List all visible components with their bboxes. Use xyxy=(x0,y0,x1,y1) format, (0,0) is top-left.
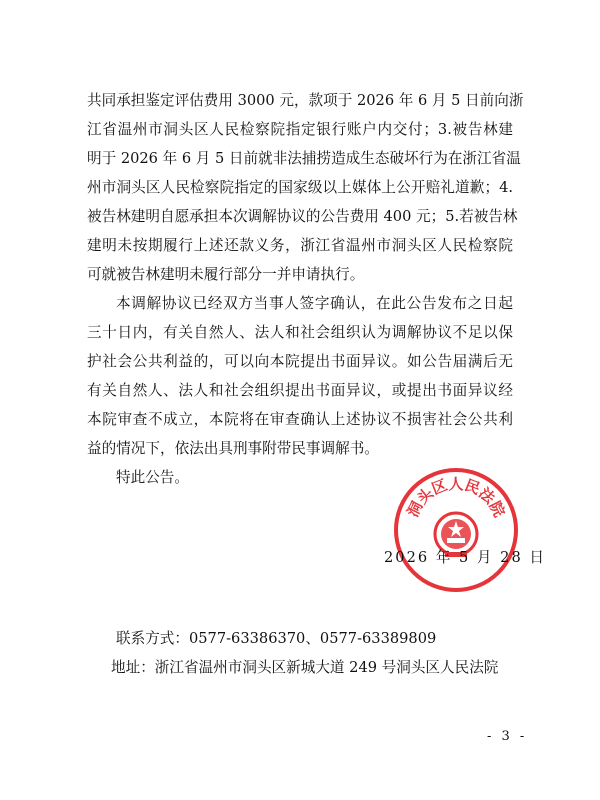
address-label: 地址： xyxy=(111,659,155,676)
contact-info xyxy=(111,624,556,682)
paragraph-1-line: 江省温州市洞头区人民检察院指定银行账户内交付；3.被告林建 xyxy=(87,121,513,138)
paragraph-2-line: 本调解协议已经双方当事人签字确认，在此公告发布之日起 xyxy=(116,295,513,312)
announcement-body xyxy=(87,86,524,492)
paragraph-2-line: 益的情况下，依法出具刑事附带民事调解书。 xyxy=(87,440,379,457)
paragraph-1-line: 共同承担鉴定评估费用 3000 元，款项于 2026 年 6 月 5 日前向浙 xyxy=(87,92,524,109)
paragraph-1-line: 被告林建明自愿承担本次调解协议的公告费用 400 元；5.若被告林 xyxy=(87,208,518,225)
paragraph-2-line: 三十日内，有关自然人、法人和社会组织认为调解协议不足以保 xyxy=(87,324,513,341)
address-value: 浙江省温州市洞头区新城大道 249 号洞头区人民法院 xyxy=(154,659,499,676)
paragraph-1-line: 明于 2026 年 6 月 5 日前就非法捕捞造成生态破坏行为在浙江省温 xyxy=(87,150,521,167)
issue-date: 2026 年 5 月 28 日 xyxy=(384,549,546,566)
phone-row xyxy=(116,624,556,653)
paragraph-1-line: 可就被告林建明未履行部分一并申请执行。 xyxy=(87,266,365,283)
paragraph-2-line: 本院审查不成立，本院将在审查确认上述协议不损害社会公共利 xyxy=(87,411,513,428)
page-number: - 3 - xyxy=(487,729,528,744)
paragraph-1-line: 建明未按期履行上述还款义务，浙江省温州市洞头区人民检察院 xyxy=(87,237,513,254)
seal-arc-text: 洞头区人民法院 xyxy=(403,475,509,520)
paragraph-2-line: 护社会公共利益的，可以向本院提出书面异议。如公告届满后无 xyxy=(87,353,513,370)
address-row xyxy=(111,653,556,682)
closing-line: 特此公告。 xyxy=(116,469,189,486)
phone-value: 0577-63386370、0577-63389809 xyxy=(188,630,437,647)
paragraph-1-line: 州市洞头区人民检察院指定的国家级以上媒体上公开赔礼道歉；4. xyxy=(87,179,513,196)
paragraph-2-line: 有关自然人、法人和社会组织提出书面异议，或提出书面异议经 xyxy=(87,382,513,399)
phone-label: 联系方式： xyxy=(116,630,189,647)
court-seal-stamp xyxy=(392,466,520,594)
